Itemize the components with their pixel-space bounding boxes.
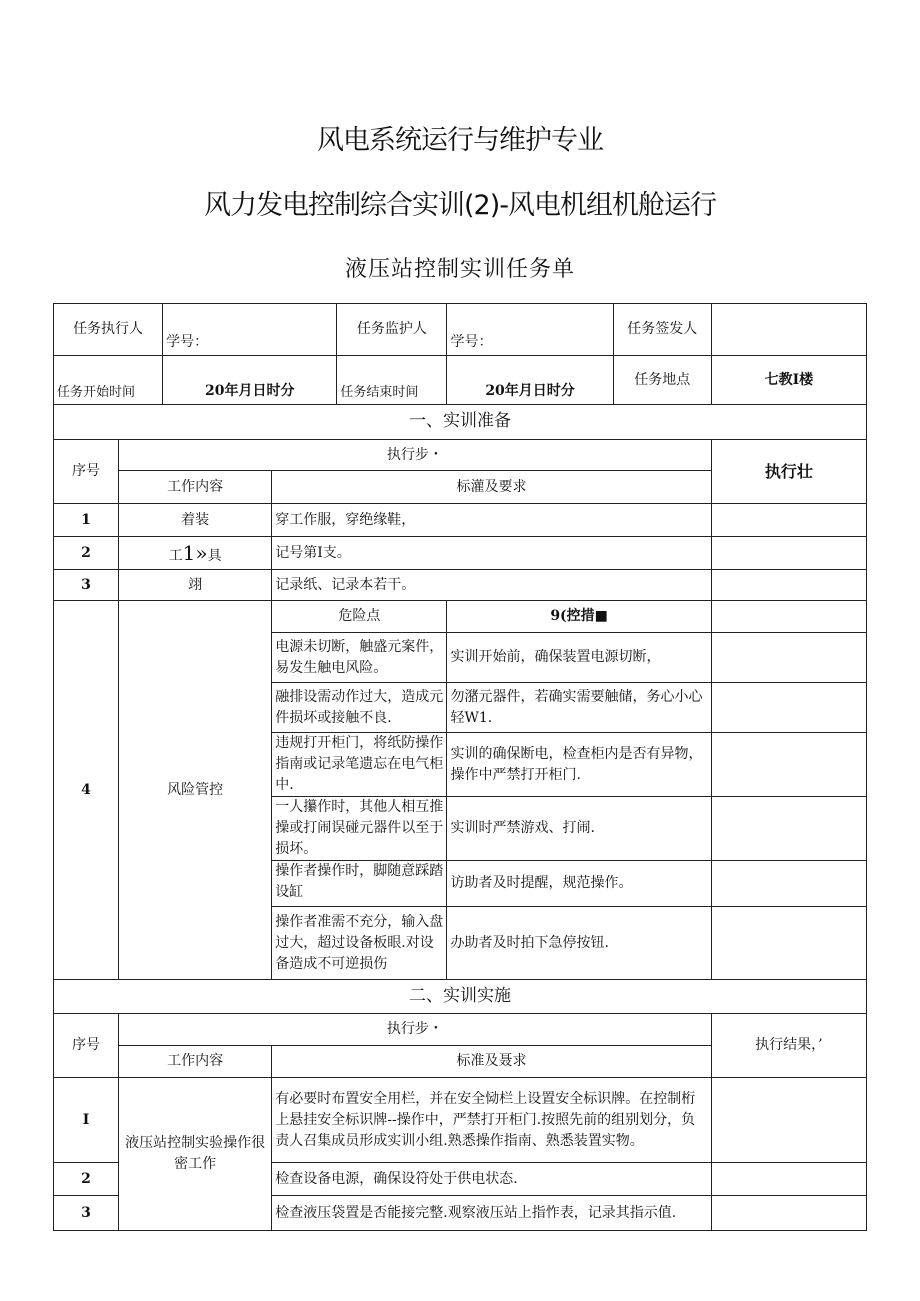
row-standard: 有必要时布置安全用栏，并在安全恸栏上设置安全标识牌。在控制桁上悬挂安全标识牌--操作中，严禁打开柜门.按照先前的组别划分，负责人召集成员形成实训小组.熟悉操作指南、熟悉装置实物。 [272, 1078, 712, 1163]
document-title: 液压站控制实训任务单 [344, 257, 575, 282]
prep-content-header: 工作内容 [119, 471, 272, 504]
row-content-part: 1» [182, 541, 208, 565]
row-content: 着装 [119, 504, 272, 537]
task-sheet-table [53, 303, 867, 1231]
start-time-value[interactable]: 20年月日时分 [163, 356, 337, 405]
impl-seq-header: 序号 [54, 1014, 119, 1078]
row-content-part: 工 [168, 548, 183, 564]
measure-header: 9(控措■ [447, 601, 711, 633]
location-label: 任务地点 [613, 356, 711, 405]
start-time-label: 任务开始时间 [54, 356, 163, 405]
risk-seq: 4 [54, 601, 119, 980]
row-seq: 1 [54, 504, 119, 537]
issuer-value-cell[interactable] [711, 304, 866, 356]
row-seq: I [54, 1078, 119, 1163]
impl-content-header: 工作内容 [119, 1046, 272, 1078]
measure-text: 访助者及时提醒，规范操作。 [447, 861, 711, 907]
hazard-text: 电源未切断，触盛元案件，易发生触电风险。 [272, 633, 447, 683]
hazard-text: 一人攥作时，其他人相互推操或打闹误碰元器件以至于损坏。 [272, 797, 447, 861]
measure-text: 实训时严禁游戏、打闹. [447, 797, 711, 861]
hazard-text: 操作者准需不充分，输入盘过大，超过设备板眼.对设备造成不可逆损伤 [272, 907, 447, 980]
hazard-header: 危险点 [272, 601, 447, 633]
impl-section-title: 二、实训实施 [54, 980, 867, 1014]
executor-label: 任务执行人 [54, 304, 163, 356]
hazard-text: 操作者操作时，脚随意踩踏设缸 [272, 861, 447, 907]
hazard-text: 融排设需动作过大，造成元件损坏或接触不良. [272, 683, 447, 733]
row-result-cell[interactable] [711, 1196, 866, 1231]
row-standard: 记号第I支。 [272, 537, 712, 570]
row-result-cell[interactable] [711, 504, 866, 537]
end-time-value[interactable]: 20年月日时分 [447, 356, 613, 405]
row-standard: 记录纸、记录本若干。 [272, 570, 712, 601]
impl-result-header: 执行结果，’ [711, 1014, 866, 1078]
row-standard: 穿工作服，穿绝缘鞋， [272, 504, 712, 537]
hazard-text: 违规打开柜门，将纸防操作指南或记录笔遗忘在电气柜中. [272, 733, 447, 797]
row-result-cell[interactable] [711, 633, 866, 683]
measure-text: 勿潴元器件，若确实需要触储，务心小心轻W1. [447, 683, 711, 733]
table-row [54, 570, 867, 601]
row-result-cell[interactable] [711, 861, 866, 907]
measure-text: 实训开始前，确保装置电源切断， [447, 633, 711, 683]
row-content-part: 具 [207, 548, 222, 564]
course-title: 风力发电控制综合实训(2)-风电机组机舱运行 [204, 190, 716, 221]
supervisor-id-cell[interactable] [447, 304, 613, 356]
row-seq: 3 [54, 570, 119, 601]
prep-steps-header: 执行步・ [119, 440, 712, 471]
row-seq: 2 [54, 537, 119, 570]
measure-text: 实训的确保断电，检查柜内是否有异物，操作中严禁打开柜门. [447, 733, 711, 797]
table-row [54, 537, 867, 570]
info-row-people [54, 304, 867, 356]
executor-id-cell[interactable] [163, 304, 337, 356]
row-seq: 3 [54, 1196, 119, 1231]
table-row [54, 504, 867, 537]
impl-steps-header: 执行步・ [119, 1014, 712, 1046]
location-value[interactable]: 七教I楼 [711, 356, 866, 405]
row-result-cell[interactable] [711, 601, 866, 633]
prep-result-header: 执行壮 [711, 440, 866, 504]
info-row-time [54, 356, 867, 405]
measure-text: 办助者及时拍下急停按钮. [447, 907, 711, 980]
row-standard: 检查液压袋置是否能接完整.观察液压站上指怍表，记录其指示值. [272, 1196, 712, 1231]
row-seq: 2 [54, 1163, 119, 1196]
risk-content: 风险管控 [119, 601, 272, 980]
table-row [54, 1078, 867, 1163]
row-result-cell[interactable] [711, 537, 866, 570]
prep-standard-header: 标灌及要求 [272, 471, 712, 504]
row-result-cell[interactable] [711, 797, 866, 861]
row-content: 翊 [119, 570, 272, 601]
student-id-label: 学号： [166, 334, 209, 350]
row-result-cell[interactable] [711, 1078, 866, 1163]
supervisor-label: 任务监护人 [337, 304, 447, 356]
row-result-cell[interactable] [711, 570, 866, 601]
student-id-label: 学号： [450, 334, 493, 350]
prep-section-title: 一、实训准备 [54, 405, 867, 440]
row-result-cell[interactable] [711, 683, 866, 733]
impl-content-merged: 液压站控制实验操作很密工作 [119, 1078, 272, 1231]
row-standard: 检查设备电源，确保设符处于供电状态. [272, 1163, 712, 1196]
row-result-cell[interactable] [711, 907, 866, 980]
end-time-label: 任务结束时间 [337, 356, 447, 405]
issuer-label: 任务签发人 [613, 304, 711, 356]
row-result-cell[interactable] [711, 733, 866, 797]
row-content [119, 537, 272, 570]
row-result-cell[interactable] [711, 1163, 866, 1196]
impl-standard-header: 标准及聂求 [272, 1046, 712, 1078]
prep-seq-header: 序号 [54, 440, 119, 504]
major-title: 风电系统运行与维护专业 [317, 125, 603, 156]
